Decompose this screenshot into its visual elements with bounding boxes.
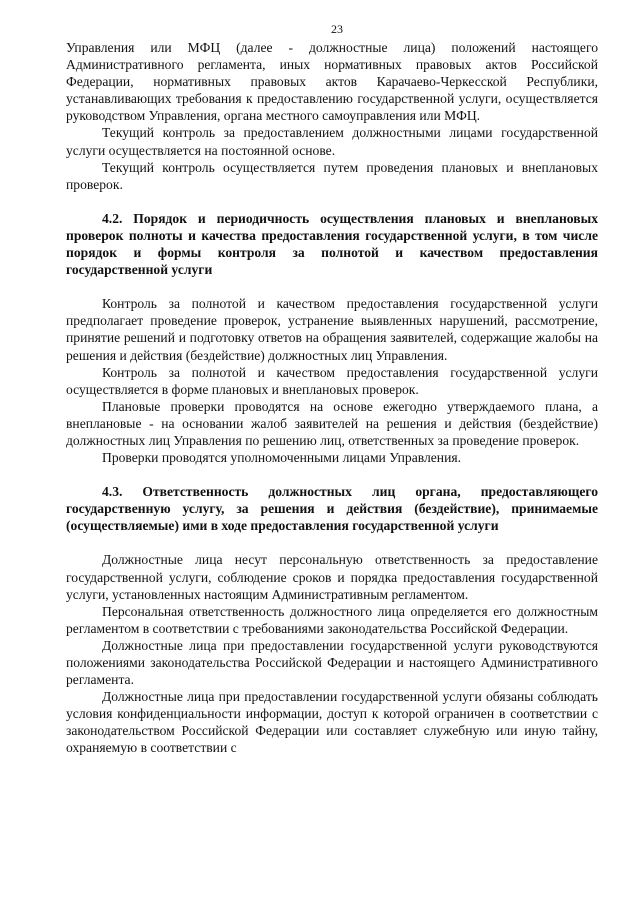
section-heading-4-3: 4.3. Ответственность должностных лиц органа, предоставляющего государственную услугу, за решения и действия (бездействие), принимаемые (осуществляемые) ими в ходе предоставления государственной услуги [66,484,598,534]
section-heading-4-2: 4.2. Порядок и периодичность осуществления плановых и внеплановых проверок полноты и качества предоставления государственной услуги, в том числе порядок и формы контроля за полнотой и качеством предоставления государственной услуги [66,210,598,278]
paragraph-current-control-method: Текущий контроль осуществляется путем проведения плановых и внеплановых проверок. [66,159,598,192]
paragraph-legal-guidance: Должностные лица при предоставлении государственной услуги руководствуются положениями законодательства Российской Федерации и настоящего Административного регламента. [66,637,598,688]
paragraph-control-scope: Контроль за полнотой и качеством предоставления государственной услуги предполагает проведение проверок, устранение выявленных нарушений, рассмотрение, принятие решений и подготовку ответов на обращения заявителей, содержащие жалобы на решения и действия (бездействие) должностных лиц Управления. [66,296,598,363]
paragraph-planned-inspections: Плановые проверки проводятся на основе ежегодно утверждаемого плана, а внеплановые - на основании жалоб заявителей на решения и действия (бездействие) должностных лиц Управления по решению лиц, ответственных за проведение проверок. [66,398,598,448]
paragraph-job-regulations: Персональная ответственность должностного лица определяется его должностным регламентом в соответствии с требованиями законодательства Российской Федерации. [66,603,598,636]
paragraph-control-continuation: Управления или МФЦ (далее - должностные лица) положений настоящего Административного регламента, иных нормативных правовых актов Российской Федерации, нормативных правовых актов Карачаево-Черкесской Республики, устанавливающих требования к предоставлению государственной услуги, осуществляется руководством Управления, органа местного самоуправления или МФЦ. [66,40,598,124]
paragraph-control-form: Контроль за полнотой и качеством предоставления государственной услуги осуществляется в форме плановых и внеплановых проверок. [66,364,598,397]
paragraph-inspection-officers: Проверки проводятся уполномоченными лицами Управления. [102,450,462,466]
spacer [66,466,598,483]
spacer [66,193,598,210]
paragraph-confidentiality: Должностные лица при предоставлении государственной услуги обязаны соблюдать условия конфиденциальности информации, доступ к которой ограничен в соответствии с законодательством Российской Федерации или составляет служебную или иную тайну, охраняемую в соответствии с [66,689,598,756]
paragraph-current-control-basis: Текущий контроль за предоставлением должностными лицами государственной услуги осуществляется на постоянной основе. [66,125,598,158]
spacer [66,534,598,551]
page-number: 23 [331,22,343,36]
spacer [66,278,598,295]
paragraph-personal-responsibility: Должностные лица несут персональную ответственность за предоставление государственной услуги, соблюдение сроков и порядка предоставления государственной услуги, установленных настоящим Административным регламентом. [66,552,598,602]
